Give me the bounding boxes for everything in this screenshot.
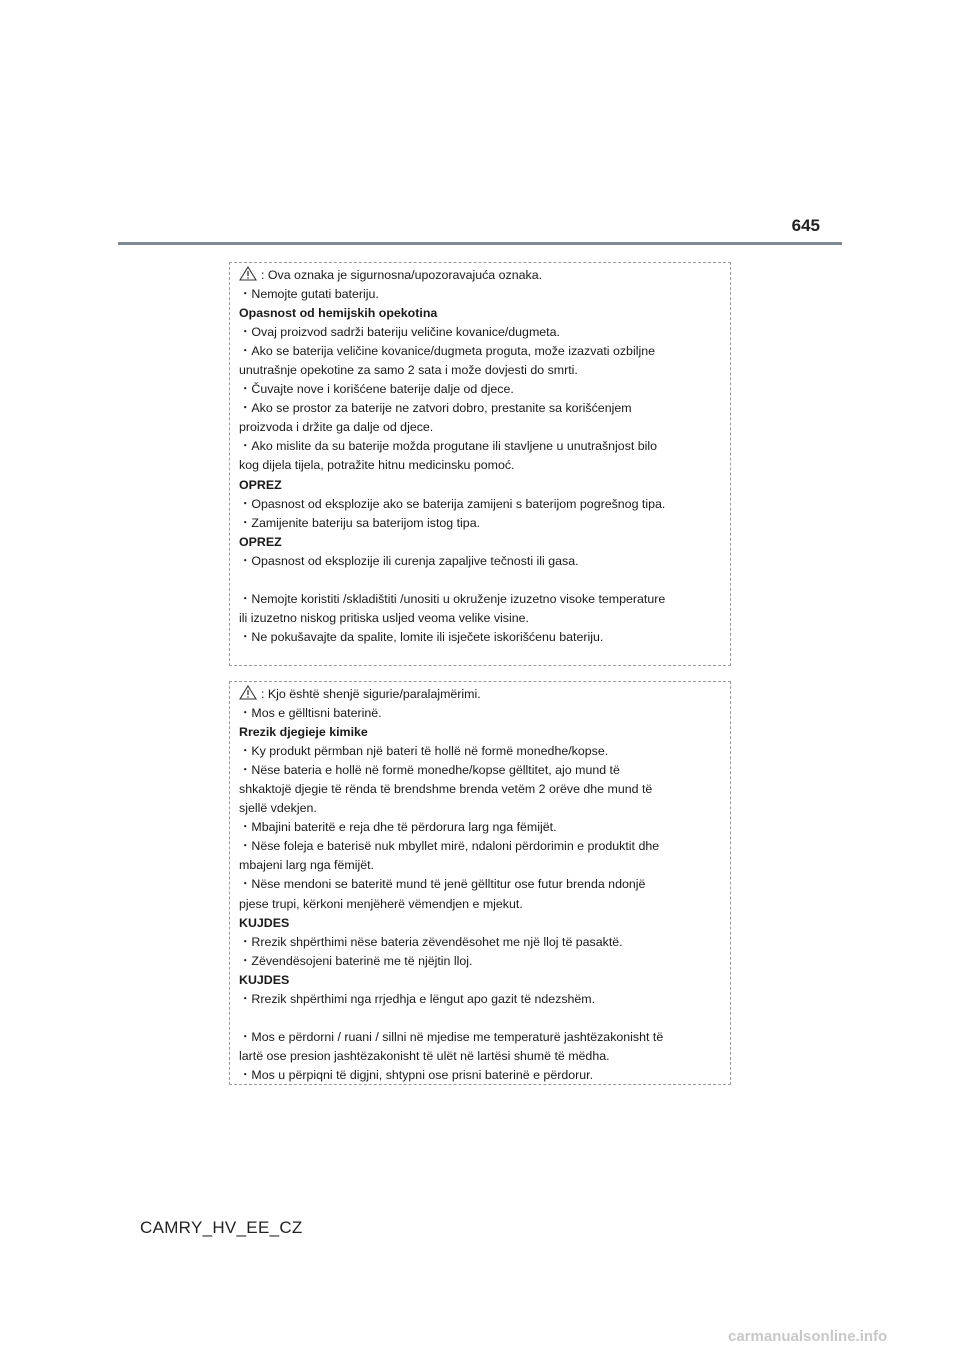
safety-notice-albanian [229,681,731,1085]
notice-line: unutrašnje opekotine za samo 2 sata i može dovjesti do smrti. [239,363,578,378]
notice-line: ・Nemojte koristiti /skladištiti /unositi u okruženje izuzetno visoke temperature [239,591,666,606]
notice-line: ili izuzetno niskog pritiska usljed veoma velike visine. [239,610,529,625]
notice-line: ・Mbajini bateritë e reja dhe të përdorura larg nga fëmijët. [239,820,557,835]
blank-line [239,1009,722,1028]
notice-line: sjellë vdekjen. [239,801,317,816]
notice-line: ・Ako se baterija veličine kovanice/dugmeta proguta, može izazvati ozbiljne [239,344,655,359]
notice-line: ・Opasnost od eksplozije ili curenja zapaljive tečnosti ili gasa. [239,553,579,568]
notice-line: ・Ako se prostor za baterije ne zatvori dobro, prestanite sa korišćenjem [239,401,632,416]
notice-line: proizvoda i držite ga dalje od djece. [239,420,434,435]
notice-symbol-caption: : Ova oznaka je sigurnosna/upozoravajuća oznaka. [261,268,543,282]
watermark: carmanualsonline.info [728,1328,888,1345]
notice-line: ・Zëvendësojeni baterinë me të njëjtin lloj. [239,953,473,968]
notice-line: ・Ky produkt përmban një bateri të hollë në formë monedhe/kopse. [239,744,609,759]
notice-heading: KUJDES [239,915,290,930]
notice-line: ・Nemojte gutati bateriju. [239,287,379,302]
notice-line: ・Ako mislite da su baterije možda progutane ili stavljene u unutrašnjost bilo [239,439,658,454]
notice-line: ・Nëse mendoni se bateritë mund të jenë gëlltitur ose futur brenda ndonjë [239,877,646,892]
notice-line: ・Nëse bateria e hollë në formë monedhe/kopse gëlltitet, ajo mund të [239,763,620,778]
warning-triangle-icon [239,266,257,281]
notice-heading: Rrezik djegieje kimike [239,725,368,740]
notice-line: ・Nëse foleja e baterisë nuk mbyllet mirë, ndaloni përdorimin e produktit dhe [239,839,660,854]
notice-line: ・Mos e përdorni / ruani / sillni në mjedise me temperaturë jashtëzakonisht të [239,1029,664,1044]
notice-line: shkaktojë djegie të rënda të brendshme brenda vetëm 2 orëve dhe mund të [239,782,653,797]
notice-line: ・Rrezik shpërthimi nëse bateria zëvendësohet me një lloj të pasaktë. [239,934,623,949]
notice-line: ・Opasnost od eksplozije ako se baterija zamijeni s baterijom pogrešnog tipa. [239,496,666,511]
notice-line: ・Zamijenite bateriju sa baterijom istog tipa. [239,515,481,530]
notice-line: ・Ne pokušavajte da spalite, lomite ili isječete iskorišćenu bateriju. [239,629,604,644]
notice-line: ・Čuvajte nove i korišćene baterije dalje od djece. [239,382,514,397]
notice-line: pjese trupi, kërkoni menjëherë vëmendjen e mjekut. [239,896,523,911]
document-code: CAMRY_HV_EE_CZ [140,1218,303,1237]
notice-line: mbajeni larg nga fëmijët. [239,858,374,873]
notice-heading: OPREZ [239,477,282,492]
notice-line: kog dijela tijela, potražite hitnu medicinsku pomoć. [239,458,515,473]
notice-line [239,266,722,285]
notice-line: lartë ose presion jashtëzakonisht të ulët në lartësi shumë të mëdha. [239,1048,610,1063]
notice-symbol-caption: : Kjo është shenjë sigurie/paralajmërimi. [261,687,481,701]
notice-line [239,685,722,704]
notice-heading: OPREZ [239,534,282,549]
page-number: 645 [791,216,820,235]
warning-triangle-icon [239,685,257,700]
notice-line: ・Mos e gëlltisni baterinë. [239,706,382,721]
notice-line: ・Ovaj proizvod sadrži bateriju veličine kovanice/dugmeta. [239,325,560,340]
blank-line [239,571,722,590]
header-rule [118,242,842,245]
safety-notice-bosnian [229,262,731,666]
notice-heading: Opasnost od hemijskih opekotina [239,306,438,321]
notice-line: ・Mos u përpiqni të digjni, shtypni ose prisni baterinë e përdorur. [239,1067,594,1082]
notice-line: ・Rrezik shpërthimi nga rrjedhja e lëngut apo gazit të ndezshëm. [239,991,596,1006]
notice-heading: KUJDES [239,972,290,987]
